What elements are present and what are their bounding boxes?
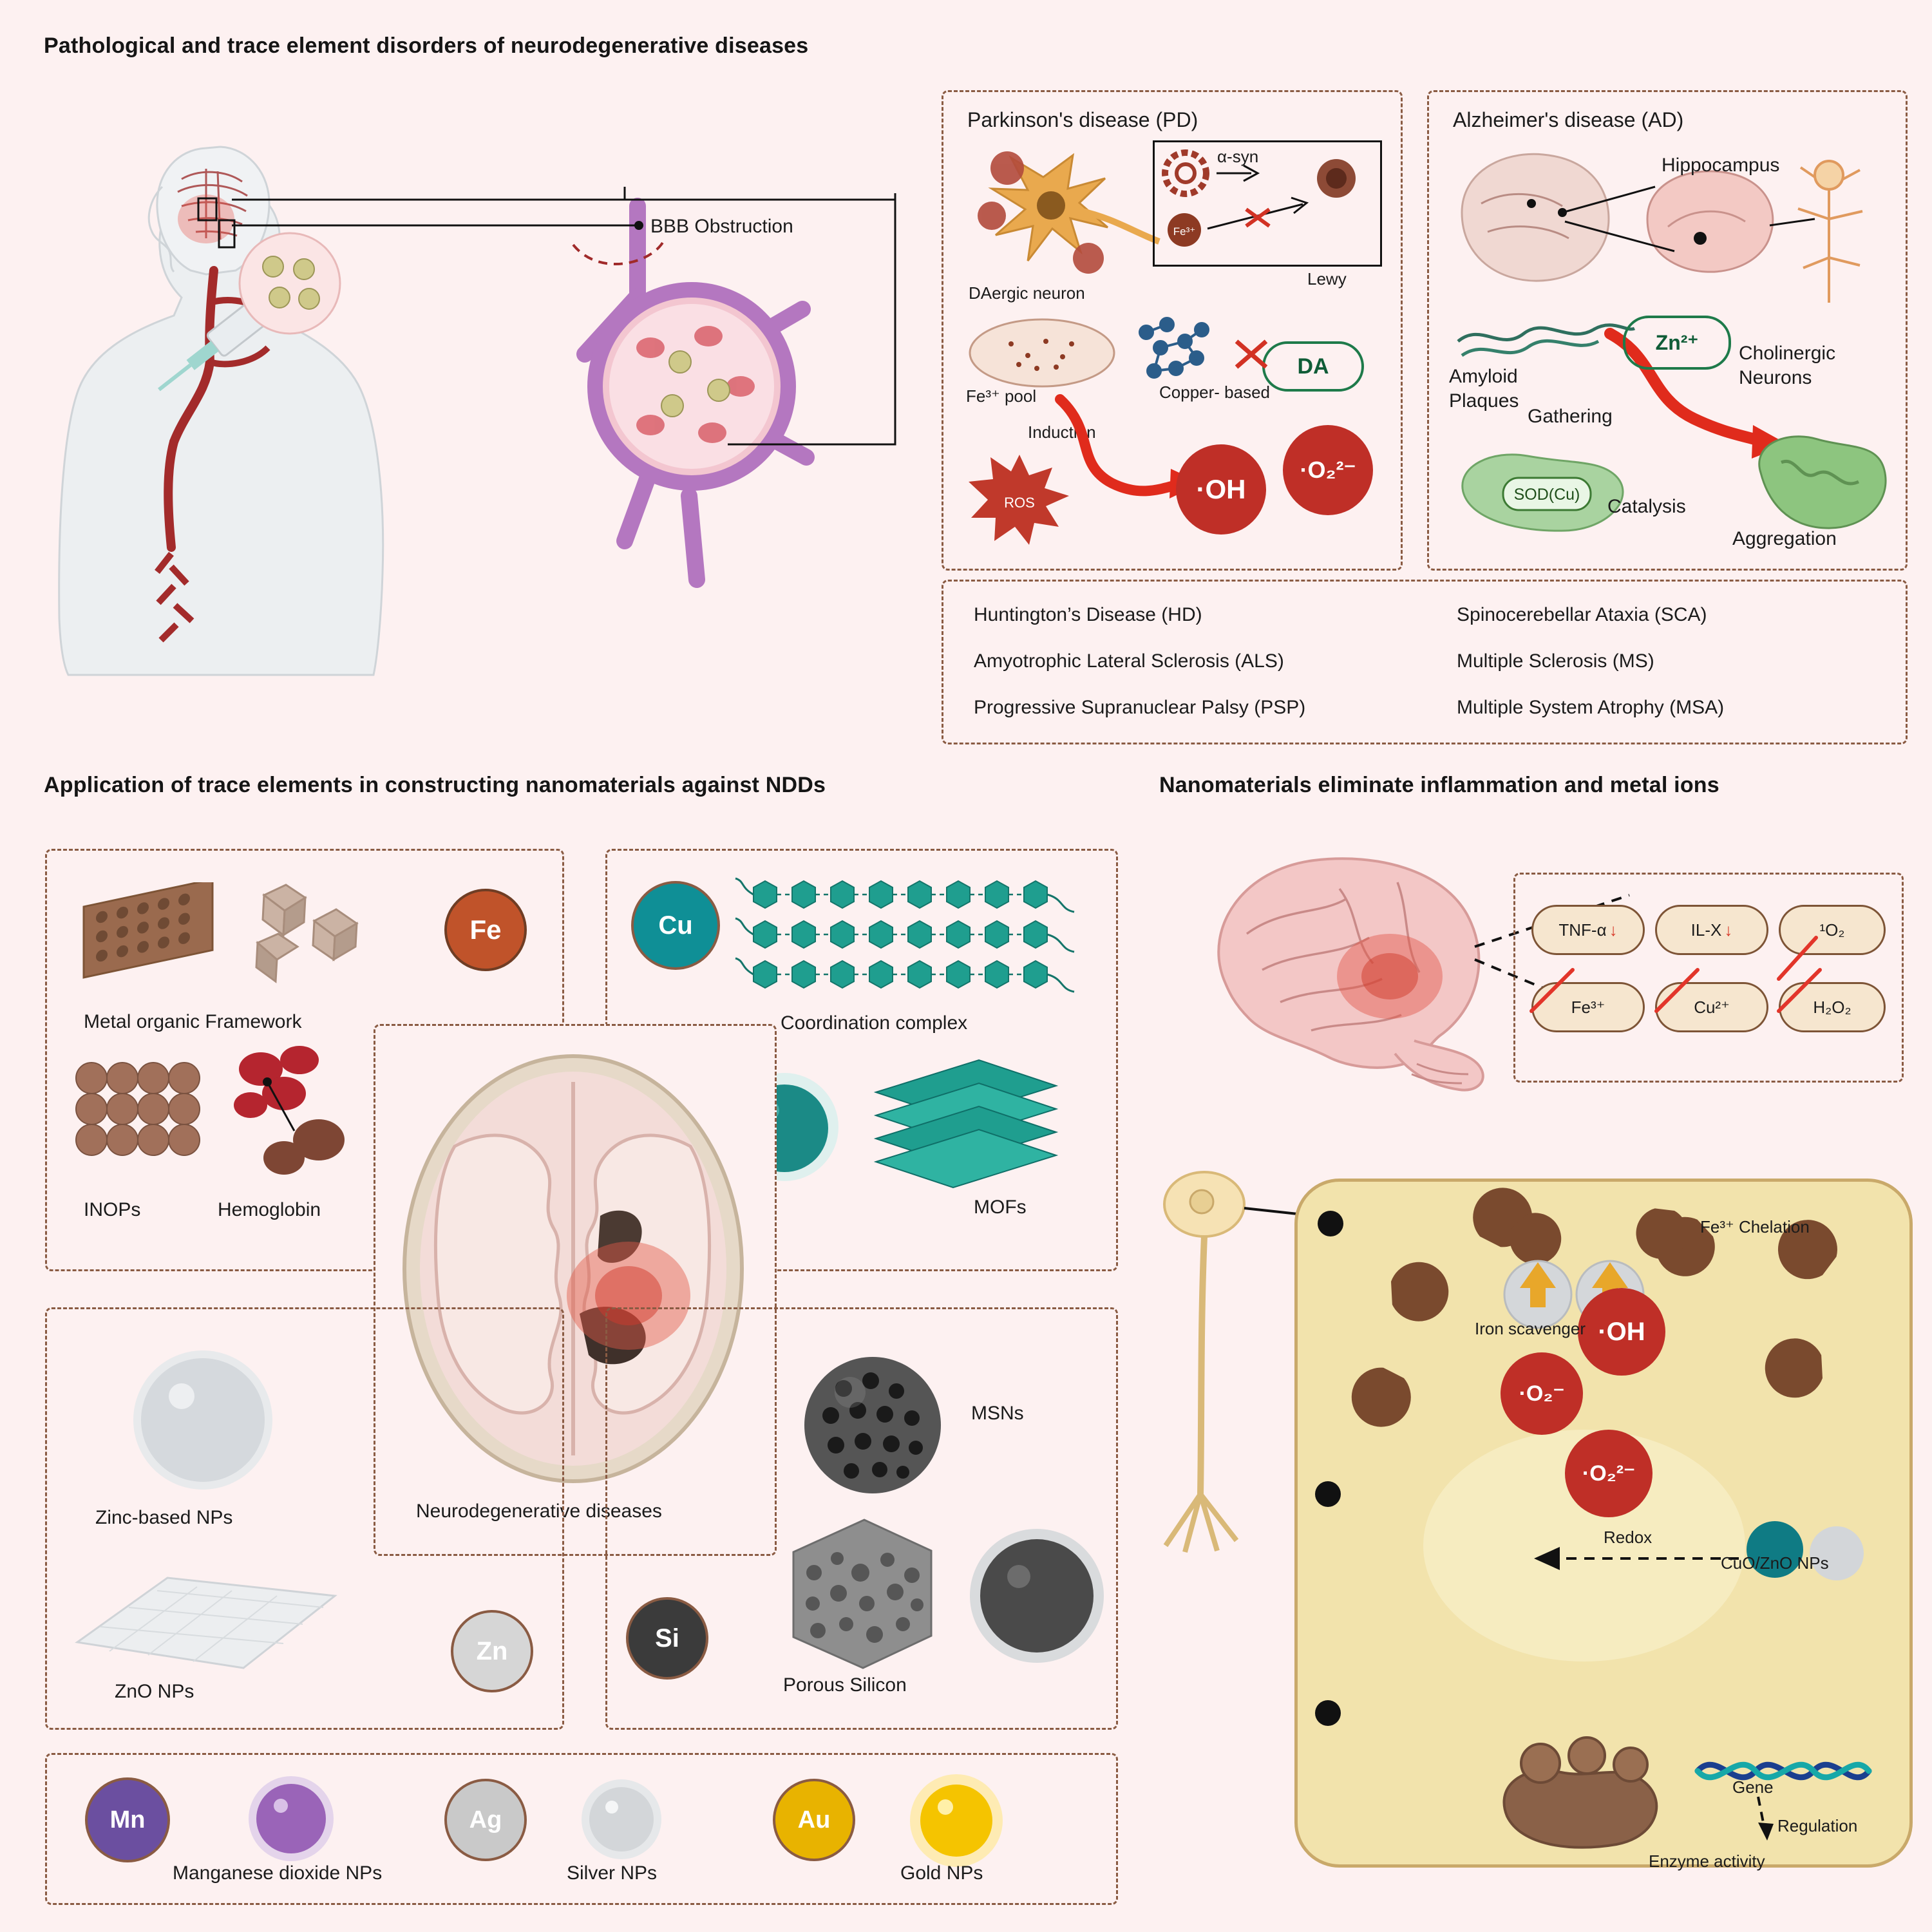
svg-text:SOD(Cu): SOD(Cu) [1513,486,1580,504]
strikethrough-overlay [1513,889,1900,1069]
dark-nanoparticle [966,1525,1108,1667]
au-element-circle: Au [773,1779,855,1861]
gold-nps-label: Gold NPs [900,1862,983,1884]
gene-label: Gene [1732,1777,1774,1797]
lewy-label: Lewy [1307,269,1347,289]
disease-sca: Spinocerebellar Ataxia (SCA) [1457,604,1707,625]
asyn-lewy-panel [1153,140,1382,267]
fe-pool-label: Fe³⁺ pool [966,386,1037,406]
regulation-label: Regulation [1777,1816,1858,1835]
oh-circle-right: ·OH [1578,1288,1665,1376]
zno-nps-label: ZnO NPs [115,1681,194,1702]
inops-illustration [71,1056,206,1179]
disease-hd: Huntington’s Disease (HD) [974,604,1202,625]
hippocampus-label: Hippocampus [1662,155,1780,176]
o2-minus-circle: ·O₂⁻ [1501,1352,1583,1435]
mofs-stack-illustration [863,1054,1069,1195]
pd-title: Parkinson's disease (PD) [967,108,1198,131]
fe-element-circle: Fe [444,889,527,971]
target-ilx-label: IL-X [1690,920,1722,940]
daergic-neuron-illustration [966,138,1172,287]
target-h2o2: H₂O₂ [1779,982,1886,1032]
disease-psp: Progressive Supranuclear Palsy (PSP) [974,697,1306,718]
cu-element-circle: Cu [631,881,720,970]
mof-label: Metal organic Framework [84,1011,302,1032]
coordination-complex-label: Coordination complex [781,1012,968,1034]
redox-label: Redox [1604,1528,1653,1547]
page-title: Pathological and trace element disorders of neurodegenerative diseases [44,33,809,58]
target-singlet-oxygen: ¹O₂ [1779,905,1886,955]
neuron-illustration-right [1140,1159,1307,1610]
enzyme-activity-label: Enzyme activity [1649,1852,1765,1871]
down-arrow-icon: ↓ [1609,920,1618,940]
manganese-dioxide-np [247,1775,335,1862]
target-cu2: Cu²⁺ [1655,982,1768,1032]
zinc-np-illustration [129,1346,277,1494]
superoxide-circle: ·O₂²⁻ [1283,425,1373,515]
disease-ms: Multiple Sclerosis (MS) [1457,650,1654,672]
zn-badge: Zn²⁺ [1623,316,1731,370]
coordination-complex-illustration [734,875,1095,1003]
bbb-obstruction-label: BBB Obstruction [650,216,793,237]
hemoglobin-label: Hemoglobin [218,1199,321,1220]
gathering-label: Gathering [1528,406,1613,427]
inops-label: INOPs [84,1199,141,1220]
right-section-title: Nanomaterials eliminate inflammation and metal ions [1159,773,1719,797]
silver-np [580,1777,663,1861]
cholinergic-neurons-label: Cholinergic Neurons [1739,343,1836,388]
ag-element-circle: Ag [444,1779,527,1861]
zno-sheet-illustration [71,1565,341,1681]
cell-contents [1314,1185,1893,1855]
porous-silicon-label: Porous Silicon [783,1674,907,1696]
mof-crystals-illustration [238,876,380,992]
hemoglobin-illustration [222,1043,383,1185]
svg-text:ROS: ROS [1004,495,1035,511]
porous-silicon-illustration [781,1513,942,1674]
o2-2minus-circle: ·O₂²⁻ [1565,1430,1653,1517]
da-badge: DA [1262,341,1364,392]
copper-based-label: Copper- based [1159,383,1270,402]
si-element-circle: Si [626,1597,708,1680]
gold-np [908,1772,1005,1869]
target-fe3: Fe³⁺ [1531,982,1645,1032]
silver-nps-label: Silver NPs [567,1862,658,1884]
svg-text:Fe³⁺: Fe³⁺ [1173,225,1196,238]
sod-cu-illustration [1449,444,1642,541]
daergic-neuron-label: DAergic neuron [969,283,1085,303]
cuo-zno-nps-label: CuO/ZnO NPs [1721,1553,1829,1573]
da-block-cross [1230,335,1275,374]
disease-als: Amyotrophic Lateral Sclerosis (ALS) [974,650,1284,672]
ndd-center-label: Neurodegenerative diseases [416,1501,662,1522]
manganese-dioxide-label: Manganese dioxide NPs [173,1862,383,1884]
induction-label: Induction [1028,422,1096,442]
oh-radical-circle: ·OH [1176,444,1266,535]
target-tnf-label: TNF-α [1558,920,1607,940]
disease-msa: Multiple System Atrophy (MSA) [1457,697,1725,718]
iron-scavenger-label: Iron scavenger [1475,1319,1586,1338]
catalysis-label: Catalysis [1607,496,1686,517]
amyloid-plaques-label: Amyloid Plaques [1449,366,1519,412]
connector-lines-top [213,187,902,457]
asyn-label: α-syn [1217,147,1259,166]
left-section-title: Application of trace elements in constructing nanomaterials against NDDs [44,773,826,797]
msn-illustration [799,1351,947,1499]
mn-element-circle: Mn [85,1777,170,1862]
mofs-label: MOFs [974,1197,1027,1218]
zn-element-circle: Zn [451,1610,533,1692]
ad-title: Alzheimer's disease (AD) [1453,108,1684,131]
aggregation-label: Aggregation [1732,528,1837,549]
down-arrow-icon-2: ↓ [1724,920,1733,940]
mof-illustration [77,882,219,992]
msns-label: MSNs [971,1403,1024,1424]
zinc-nps-label: Zinc-based NPs [95,1507,233,1528]
fe-chelation-label: Fe³⁺ Chelation [1700,1217,1810,1236]
